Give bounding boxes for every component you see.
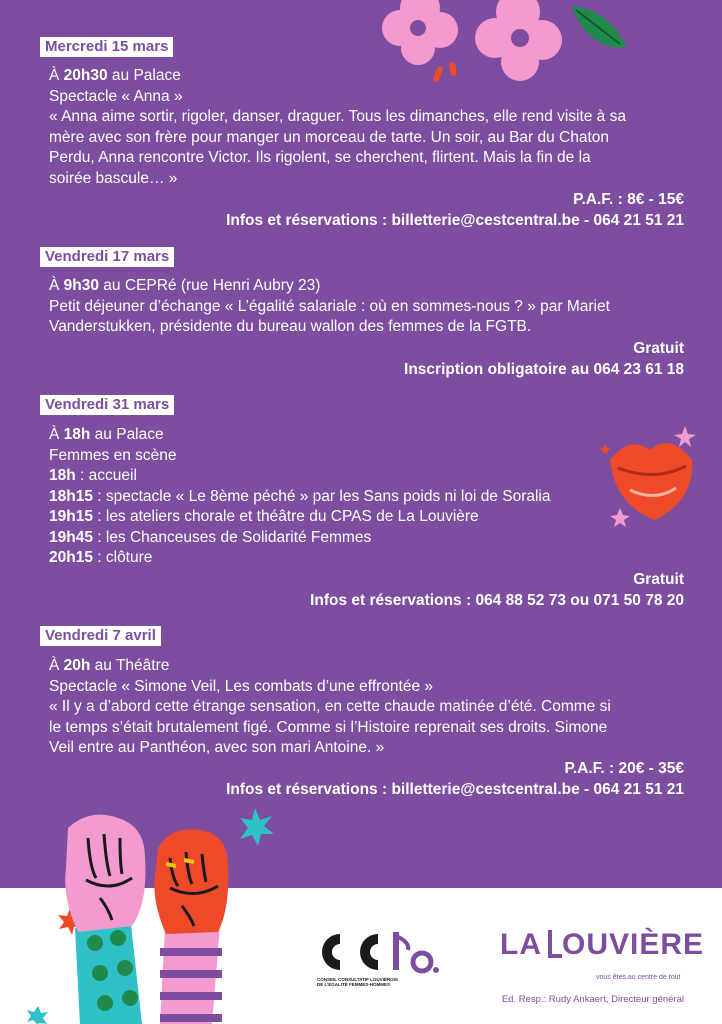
- fist-right-icon: [154, 829, 228, 1024]
- cc-logo: [318, 928, 440, 978]
- event-desc-line: Petit déjeuner d’échange « L’égalité salariale : où en sommes-nous ? » par Mariet: [49, 297, 610, 315]
- event-price: P.A.F. : 20€ - 35€: [564, 760, 684, 777]
- lips-decoration: [600, 420, 710, 535]
- event-price: Gratuit: [633, 340, 684, 357]
- event-date: Vendredi 17 mars: [40, 247, 174, 267]
- program-item: 18h : accueil: [49, 467, 137, 484]
- program-item: 18h15 : spectacle « Le 8ème péché » par les Sans poids ni loi de Soralia: [49, 487, 551, 505]
- event-desc-line: Perdu, Anna rencontre Victor. Ils rigolent, se cherchent, flirtent. Mais la fin de la: [49, 149, 591, 166]
- raised-fists-illustration: [0, 808, 300, 1024]
- program-item: 19h45 : les Chanceuses de Solidarité Femmes: [49, 528, 372, 546]
- event-date: Vendredi 31 mars: [40, 395, 174, 415]
- program-item: 19h15 : les ateliers chorale et théâtre du CPAS de La Louvière: [49, 508, 479, 525]
- la-louviere-logo: LA OUVIÈRE: [500, 928, 705, 961]
- event-time-line: À 20h30 au Palace: [49, 67, 181, 84]
- event-body: [49, 656, 685, 759]
- event-info: Infos et réservations : billetterie@cestcentral.be - 064 21 51 21: [226, 212, 684, 229]
- event-desc-line: Veil entre au Panthéon, avec son mari Antoine. »: [49, 739, 385, 756]
- event-desc-line: Vanderstukken, présidente du bureau wallon des femmes de la FGTB.: [49, 318, 532, 335]
- event-desc-line: soirée bascule… »: [49, 169, 178, 187]
- event-desc-line: « Il y a d’abord cette étrange sensation, en cette chaude matinée d’été. Comme si: [49, 698, 611, 715]
- event-date: Vendredi 7 avril: [40, 626, 161, 646]
- event-body: [49, 425, 685, 569]
- event-info: Infos et réservations : 064 88 52 73 ou 071 50 78 20: [310, 592, 684, 609]
- event-date: Mercredi 15 mars: [40, 37, 173, 57]
- sparkle-icon: [600, 444, 611, 455]
- event-body: [49, 66, 685, 189]
- sparkle-icon: [27, 808, 274, 1024]
- event-desc-line: mère avec son frère pour manger un morceau de tarte. Un soir, au Bar du Chaton: [49, 128, 610, 146]
- event-price: P.A.F. : 8€ - 15€: [573, 191, 684, 208]
- editor-responsible: Ed. Resp.: Rudy Ankaert, Directeur général: [501, 994, 684, 1005]
- lips-icon: [610, 443, 692, 520]
- event-title: Femmes en scène: [49, 446, 177, 464]
- event-desc-line: « Anna aime sortir, rigoler, danser, draguer. Tous les dimanches, elle rend visite à sa: [49, 108, 626, 125]
- la-louviere-tagline: vous êtes au centre de tout: [596, 974, 681, 981]
- event-desc-line: le temps s’était brutalement figé. Comme si l’Histoire reprenait ses droits. Simone: [49, 718, 608, 736]
- event-info: Infos et réservations : billetterie@cestcentral.be - 064 21 51 21: [226, 781, 684, 798]
- program-item: 20h15 : clôture: [49, 549, 153, 566]
- event-info: Inscription obligatoire au 064 23 61 18: [404, 361, 684, 378]
- event-time-line: À 20h au Théâtre: [49, 657, 170, 674]
- event-title: Spectacle « Simone Veil, Les combats d’une effrontée »: [49, 677, 434, 695]
- cc-logo-subtitle: CONSEIL CONSULTATIF LOUVIÉROIS DE L’ÉGALITÉ FEMMES-HOMMES: [317, 977, 398, 987]
- fist-left-icon: [65, 815, 145, 1024]
- flower-icon: [382, 0, 458, 65]
- event-title: Spectacle « Anna »: [49, 87, 183, 105]
- event-body: [49, 276, 685, 338]
- event-time-line: À 18h au Palace: [49, 426, 164, 443]
- event-time-line: À 9h30 au CEPRé (rue Henri Aubry 23): [49, 277, 321, 294]
- event-price: Gratuit: [633, 571, 684, 588]
